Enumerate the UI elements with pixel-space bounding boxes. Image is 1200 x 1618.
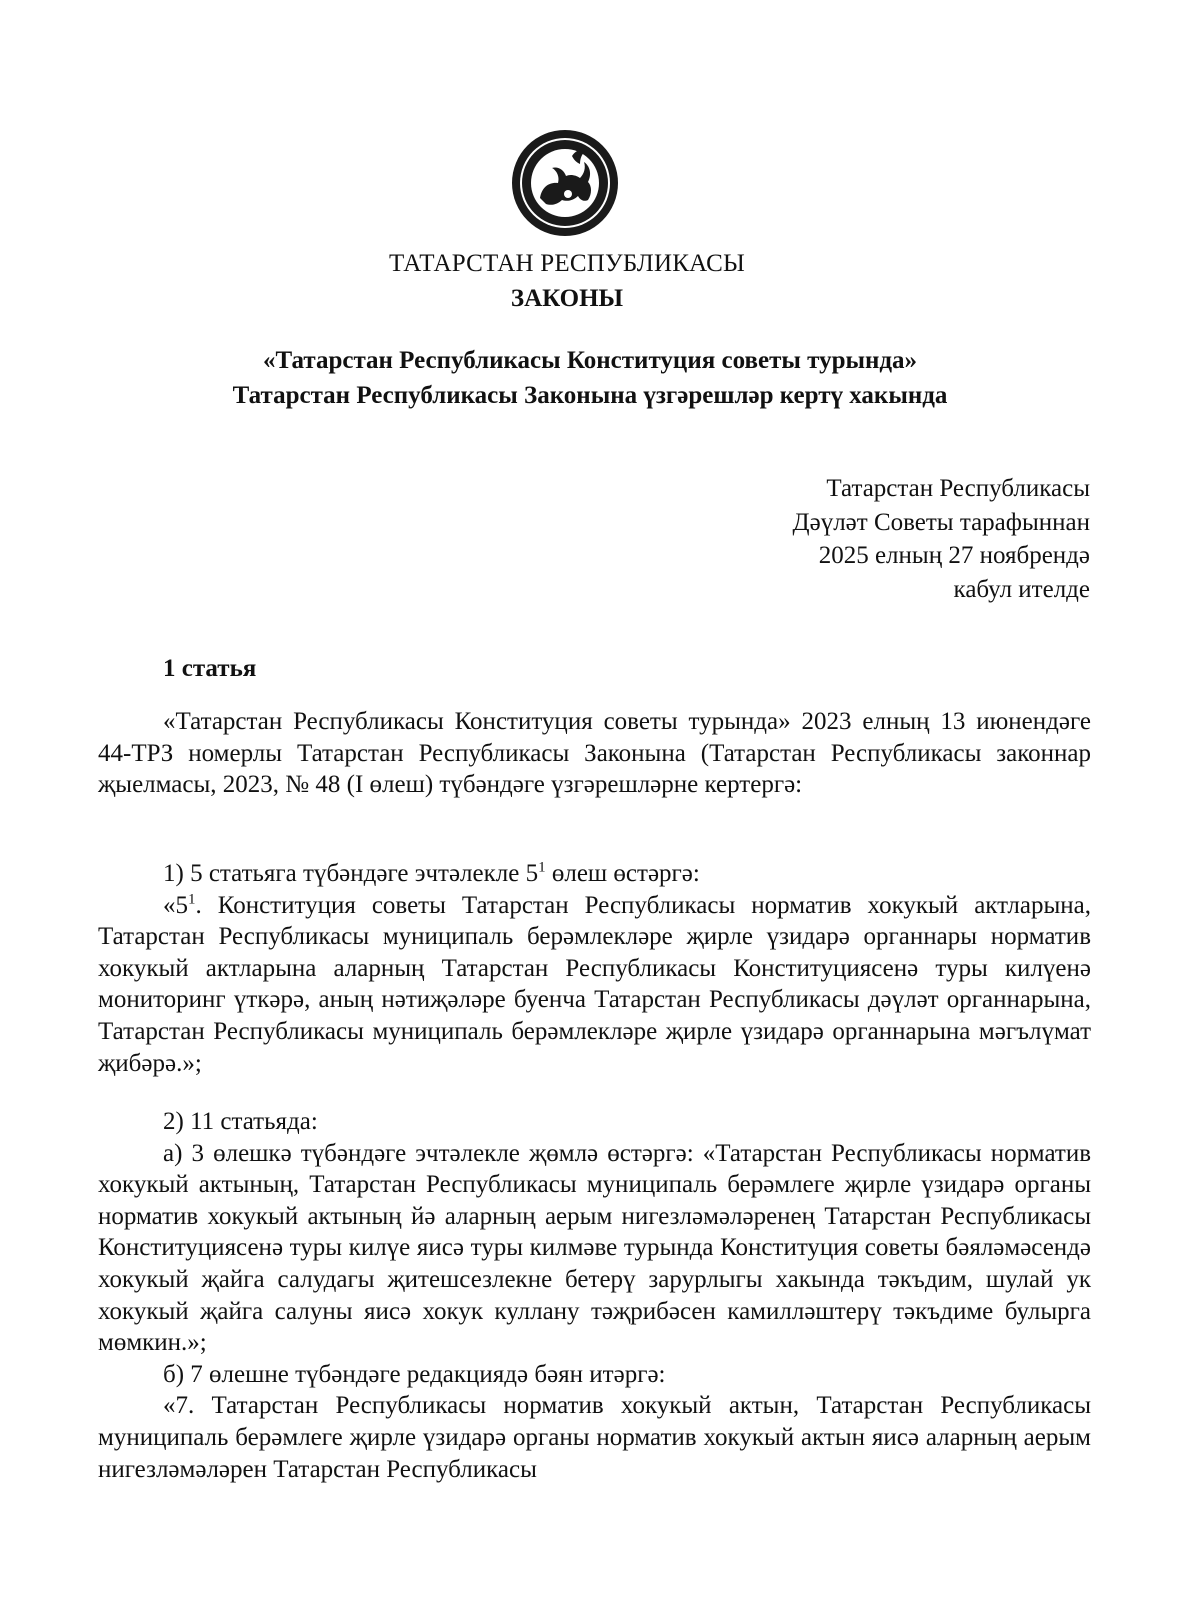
item-2-block	[98, 1106, 1091, 1485]
law-heading: ЗАКОНЫ	[510, 285, 624, 312]
item-1-quote: «$5^1$. Конституция советы Татарстан Республикасы норматив хокукый актларына, Татарстан Республикасы муниципаль берәмлекләре җирле үзидарә органнары норматив хокукый актларына аларның Татарстан Республикасы Конституциясенә туры килүенә мониторинг үткәрә, аның нәтиҗәләре буенча Татарстан Республикасы дәүләт органнарына, Татарстан Республикасы муниципаль берәмлекләре җирле үзидарә органнарына мәгълүмат җибәрә.»;	[98, 891, 1091, 1077]
adoption-line-1: Татарстан Республикасы	[826, 475, 1090, 502]
item-2b-quote: «7. Татарстан Республикасы норматив хокукый актын, Татарстан Республикасы муниципаль берәмлеге җирле үзидарә органы норматив хокукый актын яисә аларның аерым нигезләмәләрен Татарстан Республикасы	[98, 1392, 1091, 1483]
law-subject-line-2: Татарстан Республикасы Законына үзгәрешләр кертү хакында	[232, 382, 948, 409]
adoption-line-3: 2025 елның 27 ноябрендә	[818, 542, 1090, 569]
item-2b-heading: б) 7 өлешне түбәндәге редакциядә бәян итәргә:	[163, 1360, 666, 1388]
coat-of-arms-emblem	[510, 128, 620, 238]
item-2-heading: 2) 11 статьяда:	[163, 1108, 318, 1135]
adoption-line-4: кабул ителде	[953, 575, 1090, 603]
intro-paragraph: «Татарстан Республикасы Конституция советы турында» 2023 елның 13 июнендәге 44-ТРЗ номерлы Татарстан Республикасы Законына (Татарстан Республикасы законнар җыелмасы, 2023, № 48 (I өлеш) түбәндәге үзгәрешләрне кертергә:	[98, 708, 1091, 799]
item-1-heading: 1) 5 статьяга түбәндәге эчтәлекле $5^1$ өлеш өстәргә:	[163, 859, 700, 887]
republic-heading: ТАТАРСТАН РЕСПУБЛИКАСЫ	[389, 250, 745, 277]
item-1-superscript: 1	[538, 859, 546, 876]
article-title: 1 статья	[163, 655, 257, 682]
item-2a-paragraph: а) 3 өлешкә түбәндәге эчтәлекле җөмлә өстәргә: «Татарстан Республикасы норматив хокукый актының, Татарстан Республикасы муниципаль берәмлеге җирле үзидарә органы норматив хокукый актының йә аларның аерым нигезләмәләренең Татарстан Республикасы Конституциясенә туры килүе яисә туры килмәве турында Конституция советы бәяләмәсендә хокукый җайга салудагы җитешсезлекне бетерү зарурлыгы хакында тәкъдим, шулай ук хокукый җайга салуны яисә хокук куллану тәҗрибәсен камилләштерү тәкъдиме булырга мөмкин.»;	[98, 1139, 1091, 1357]
item-1-block	[98, 858, 1091, 1079]
adoption-line-2: Дәүләт Советы тарафыннан	[792, 508, 1090, 536]
item-1-quote-superscript: 1	[188, 891, 196, 908]
adoption-block	[793, 472, 1090, 606]
law-subject-line-1: «Татарстан Республикасы Конституция советы турында»	[262, 347, 918, 374]
